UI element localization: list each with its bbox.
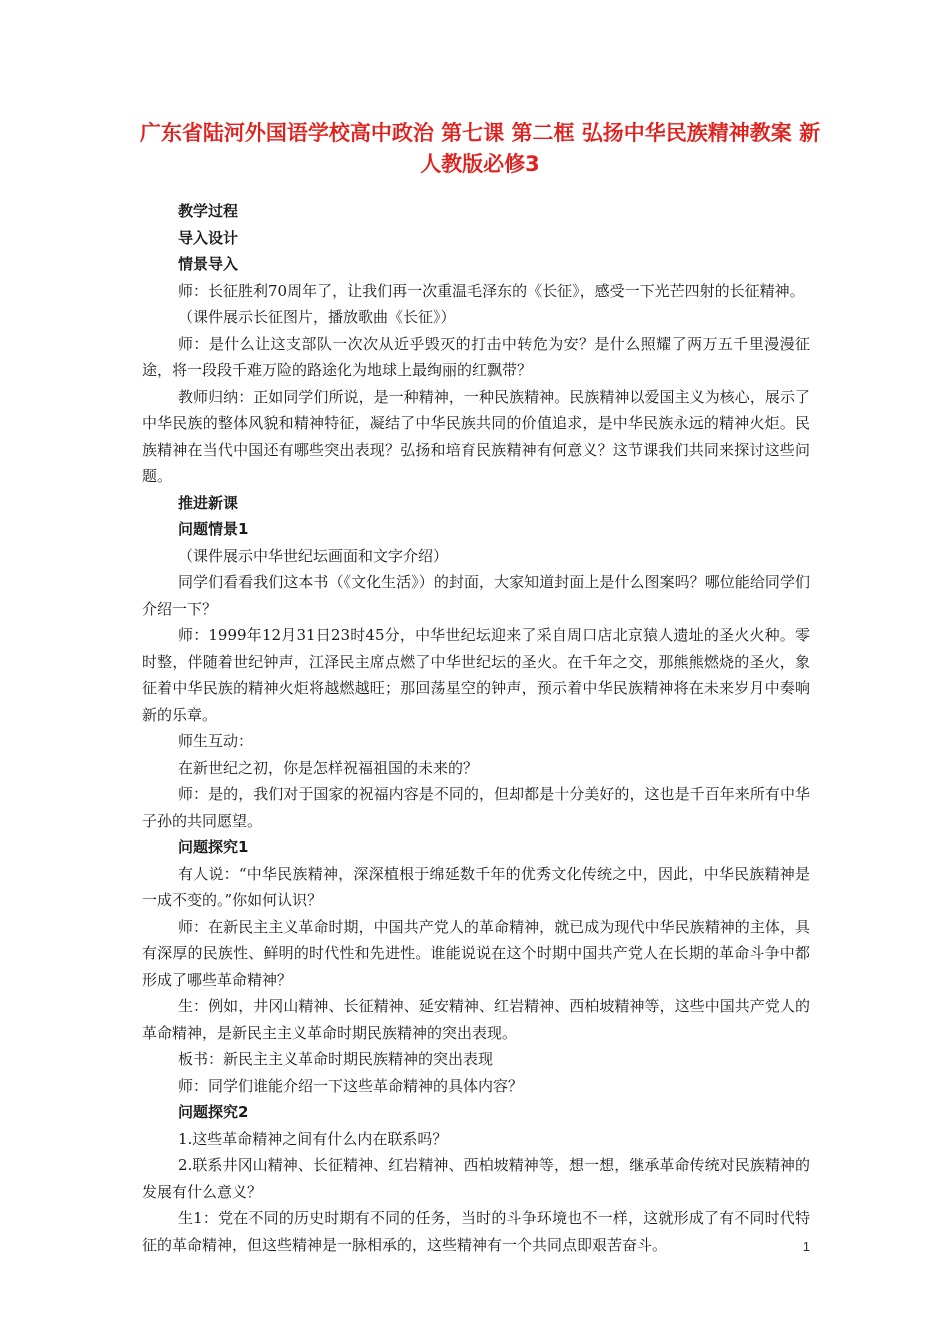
body-paragraph: 师：同学们谁能介绍一下这些革命精神的具体内容？ (178, 1076, 524, 1095)
section-heading: 教学过程 (178, 202, 239, 220)
document-body (142, 198, 810, 1258)
section-heading: 问题情景1 (178, 520, 249, 538)
body-paragraph: 教师归纳：正如同学们所说，是一种精神，一种民族精神。民族精神以爱国主义为核心，展示了中华民族的整体风貌和精神特征，凝结了中华民族共同的价值追求，是中华民族永远的精神火炬。民族精神在当代中国还有哪些突出表现？弘扬和培育民族精神有何意义？这节课我们共同来探讨这些问题。 (142, 387, 810, 485)
body-paragraph: 2.联系井冈山精神、长征精神、红岩精神、西柏坡精神等，想一想，继承革命传统对民族精神的发展有什么意义？ (142, 1156, 810, 1201)
body-paragraph: 同学们看看我们这本书（《文化生活》）的封面，大家知道封面上是什么图案吗？哪位能给同学们介绍一下？ (142, 573, 810, 618)
body-paragraph: 有人说：“中华民族精神，深深植根于绵延数千年的优秀文化传统之中，因此，中华民族精神是一成不变的。”你如何认识？ (142, 864, 810, 909)
body-paragraph: 1.这些革命精神之间有什么内在联系吗？ (178, 1129, 448, 1148)
page-number: 1 (802, 1239, 810, 1254)
body-paragraph: 师：长征胜利70周年了，让我们再一次重温毛泽东的《长征》，感受一下光芒四射的长征精神。 (178, 281, 805, 300)
document-title: 广东省陆河外国语学校高中政治 第七课 第二框 弘扬中华民族精神教案 新人教版必修3 (139, 121, 821, 176)
section-heading: 情景导入 (178, 255, 239, 273)
body-paragraph: 师：1999年12月31日23时45分，中华世纪坛迎来了采自周口店北京猿人遗址的圣火火种。零时整，伴随着世纪钟声，江泽民主席点燃了中华世纪坛的圣火。在千年之交，那熊熊燃烧的圣火，象征着中华民族的精神火炬将越燃越旺；那回荡星空的钟声，预示着中华民族精神将在未来岁月中奏响新的乐章。 (142, 626, 810, 724)
body-paragraph: 师：在新民主主义革命时期，中国共产党人的革命精神，就已成为现代中华民族精神的主体，具有深厚的民族性、鲜明的时代性和先进性。谁能说说在这个时期中国共产党人在长期的革命斗争中都形成了哪些革命精神？ (142, 917, 810, 989)
section-heading: 推进新课 (178, 493, 239, 512)
body-paragraph: 在新世纪之初，你是怎样祝福祖国的未来的？ (178, 758, 479, 777)
body-paragraph: 生：例如，井冈山精神、长征精神、延安精神、红岩精神、西柏坡精神等，这些中国共产党人的革命精神，是新民主主义革命时期民族精神的突出表现。 (142, 997, 810, 1042)
body-paragraph: 师生互动： (178, 732, 254, 750)
body-paragraph: 师：是什么让这支部队一次次从近乎毁灭的打击中转危为安？是什么照耀了两万五千里漫漫征途，将一段段千难万险的路途化为地球上最绚丽的红飘带？ (142, 334, 810, 379)
body-paragraph: 师：是的，我们对于国家的祝福内容是不同的，但却都是十分美好的，这也是千百年来所有中华子孙的共同愿望。 (142, 785, 810, 830)
section-heading: 导入设计 (178, 228, 239, 247)
body-paragraph: （课件展示长征图片，播放歌曲《长征》） (178, 308, 456, 326)
body-paragraph: 板书：新民主主义革命时期民族精神的突出表现 (178, 1050, 494, 1068)
section-heading: 问题探究2 (178, 1103, 249, 1121)
section-heading: 问题探究1 (178, 838, 249, 856)
body-paragraph: （课件展示中华世纪坛画面和文字介绍） (178, 546, 449, 565)
body-paragraph: 生1：党在不同的历史时期有不同的任务，当时的斗争环境也不一样，这就形成了有不同时代特征的革命精神，但这些精神是一脉相承的，这些精神有一个共同点即艰苦奋斗。 (142, 1209, 810, 1254)
